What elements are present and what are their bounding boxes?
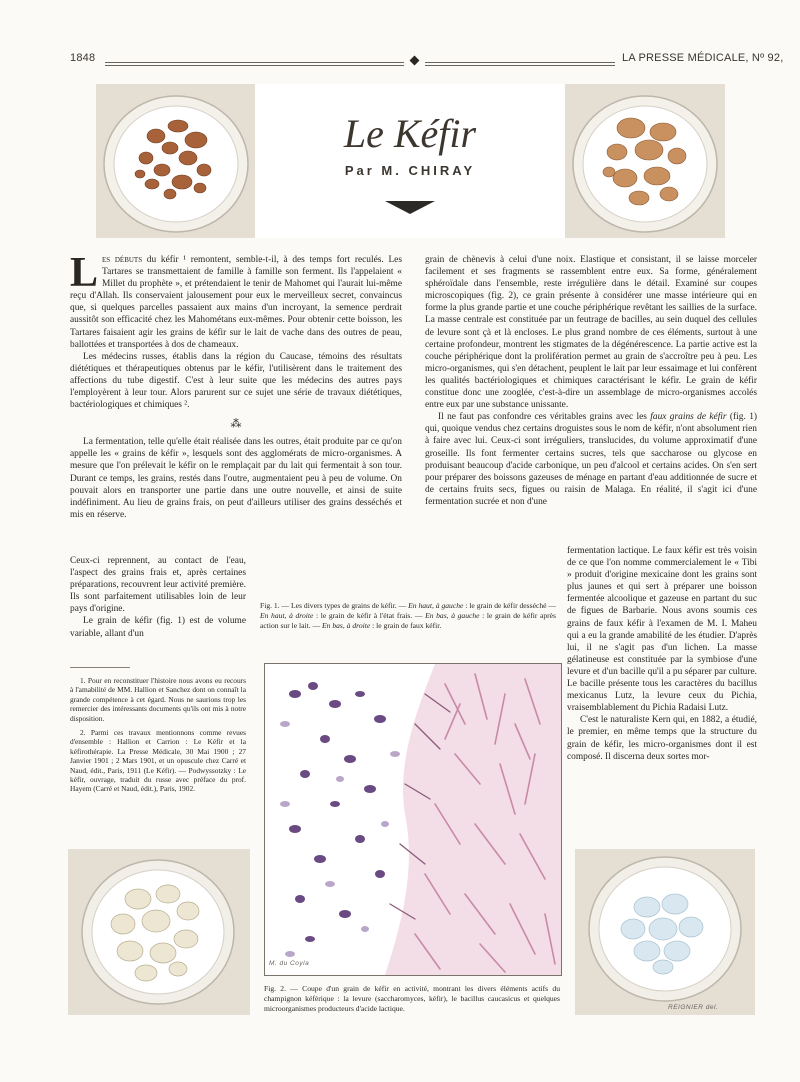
plate-false-kefir [575,849,755,1015]
footnote-rule [70,667,130,668]
paragraph-russian-doctors: Les médecins russes, établis dans la région du Caucase, témoins des résultats diététiques et thérapeutiques obtenus par le kéfir, l'utilisèrent dans le traitement des affections du tube digestif. C'est à leur suite que les médecins des autres pays l'employèrent à leur tour. Alors parurent sur ce sujet une série de travaux diététiques, bactériologiques et chimiques ². [70,351,402,411]
left-column [70,250,402,521]
header-rule-left-2 [105,65,404,66]
plate-signature: REIGNIER del. [668,1004,719,1011]
footnotes [70,676,246,799]
header-rule-left [105,62,404,63]
right-column [425,254,757,508]
figure-2-signature: M. du Coyla [269,960,310,967]
section-separator: ⁂ [230,418,242,431]
page-number: 1848 [70,52,96,64]
title-triangle-ornament [385,201,435,214]
title-box [255,84,565,238]
paragraph-tibi: fermentation lactique. Le faux kéfir est très voisin de ce que l'on nomme commercialement le « Tibi » produit d'origine mexicaine dont les grains sont plus jaunes et qui sert à préparer une boisson fermentée alcoolique et gazeuse en partant du suc de figues de Barbarie. Nous avons soumis ces grains de faux kéfir à l'examen de M. I. Maheu qui a eu la grande amabilité de les étudier. D'après lui, il ne s'agit pas d'un lichen. La masse gélatineuse est constituée par la symbiose d'une levure et d'un bacille qu'il a pu séparer par culture. Le bacille présente tous les caractères du bacillus mexicanus Lutz, la levure ceux du Pichia, vraisemblablement du Pichia Radaisi Lutz. [567,546,757,714]
header-diamond-ornament [410,56,420,66]
figure-2-micrograph [264,663,562,976]
header-rule-right [425,62,615,63]
article-title: Le Kéfir [343,111,477,156]
figure-2-caption: Fig. 2. — Coupe d'un grain de kéfir en activité, montrant les divers éléments actifs du champignon kéfèrique : la levure (saccharomyces, kéfir), le bacillus caucasicus et quelques microorganismes producteurs d'acide lactique. [264,984,560,1013]
false-kefir-dish-image [575,849,755,1015]
drop-cap: L [70,250,99,296]
plate-grains-after-milk [68,849,250,1015]
paragraph-grain-structure: grain de chènevis à celui d'une noix. Elastique et consistant, il se laisse morceler facilement et ses fragments se rassemblent entre eux. Sa forme, généralement sphéroïdale dans l'ensemble, reste irrégulière dans le détail. Examiné sur coupes microscopiques (fig. 2), ce grain présente à considérer une masse intérieure qui en forme la plus grande partie et une couche périphérique revêtant les saillies de la surface. La masse centrale est constituée par un feutrage de bacilles, au sein duquel des cellules de levure sont çà et là encloses. Le plus grand nombre de ces éléments, surtout à une certaine profondeur, montrent les stigmates de la dégénérescence. La partie active est la couche périphérique dont la prolifération permet au grain de s'accroître peu à peu. Les micro-organismes, qui s'en détachent, peuplent le lait par leur essaimage et lui confèrent les qualités bactériologiques et chimiques caractérisant le kéfir. Le grain de kéfir constitue donc une zooglée, c'est-à-dire un assemblage de micro-organismes accolés entre eux par une substance unissante. [425,255,757,411]
milk-grains-dish-image [68,849,250,1015]
paragraph-fermentation: La fermentation, telle qu'elle était réalisée dans les outres, était produite par ce qu'on appelle les « grains de kéfir », lesquels sont des agglomérats de micro-organismes. A mesure que l'on prélevait le kéfir on le remplaçait par du lait qui fermentait à son tour. Durant ce temps, les grains, restés dans l'outre, augmentaient peu à peu de volume. On pouvait alors en transporter une partie dans une outre nouvelle, et ainsi de suite indéfiniment. Au lieu de grains frais, on peut d'ailleurs utiliser des grains desséchés et mis en réserve. [70,437,402,520]
paragraph-grain-volume: Le grain de kéfir (fig. 1) est de volume variable, allant d'un [70,616,246,639]
plate-fresh-grains [565,84,725,238]
right-column-narrow [567,545,757,763]
paragraph-origins: Les débuts du kéfir ¹ remontent, semble-t-il, à des temps fort reculés. Les Tartares se transmettaient de famille à famille son ferment. Ils l'appelaient « Millet du prophète », et prétendaient le tenir de Mahomet qui l'aurait lui-même reçu d'Allah. Ils conservaient jalousement pour eux le merveilleux secret, convaincus que, si quelques parcelles passaient aux mains d'un incroyant, la semence perdrait aussitôt son efficacité chez les Mahométans eux-mêmes. Pour obtenir cette boisson, les Tartares faisaient agir les grains de kéfir sur le lait de vache dans des outres de peau, ballottées et transportées à dos de chameaux. [70,250,402,350]
micrograph-image [265,664,561,975]
header-rule-right-2 [425,65,615,66]
journal-name: LA PRESSE MÉDICALE, Nº 92, [622,52,784,64]
paragraph-false-kefir: Il ne faut pas confondre ces véritables grains avec les faux grains de kéfir (fig. 1) qui, quoique vendus chez certains droguistes sous le nom de kéfir, n'ont absolument rien à faire avec lui. Ceux-ci sont irréguliers, translucides, du volume approximatif d'une groseille. Ils font fermenter certains sucres, tels que saccharose ou glycose en produisant beaucoup d'acide carbonique, un peu d'alcool et certains acides. On s'en sert pour préparer des boissons gazeuses de ménage en partant d'eau additionnée de sucre et de certains fruits secs, figues ou raisin de Malaga. En réalité, il s'agit ici d'une fermentation sucrée et non d'une [425,412,757,507]
paragraph-dried-grains: Ceux-ci reprennent, au contact de l'eau, l'aspect des grains frais et, après certaines préparations, recouvrent leur activité première. Ils sont parfaitement utilisables loin de leur pays d'origine. [70,556,246,615]
dried-grains-dish-image [96,84,255,238]
paragraph-kern: C'est le naturaliste Kern qui, en 1882, a étudié, le premier, en même temps que la structure du grain de kéfir, les micro-organismes dont il est composé. Il discerna deux sortes mor- [567,715,757,762]
article-byline: Par M. CHIRAY [344,163,476,178]
footnote-2: 2. Parmi ces travaux mentionnons comme revues d'ensemble : Hallion et Carrion : Le Kéfir et la kéfirothérapie. La Presse Médicale, 30 Mai 1900 ; 27 Janvier 1901 ; 2 Mars 1901, et un opuscule chez Carré et Naud, édit., Paris, 1911 (Le Kéfir). — Podwyssotzky : Le kéfir, ouvrage, traduit du russe avec préface du prof. Hayem (Carré et Naud, édit.), Paris, 1902. [70,728,246,794]
figure-1-caption: Fig. 1. — Les divers types de grains de kéfir. — En haut, à gauche : le grain de kéfir desséché — En haut, à droite : le grain de kéfir à l'état frais. — En bas, à gauche : le grain de kéfir après action sur le lait. — En bas, à droite : le grain de faux kéfir. [260,601,557,630]
left-column-narrow [70,555,246,640]
plate-dried-grains [96,84,255,238]
footnote-1: 1. Pour en reconstituer l'histoire nous avons eu recours à l'amabilité de MM. Hallion et Sanchez dont on connaît la grande compétence à cet égard. Nous ne saurions trop les remercier des intéressants documents qu'ils ont mis à notre disposition. [70,676,246,723]
fresh-grains-dish-image [565,84,725,238]
